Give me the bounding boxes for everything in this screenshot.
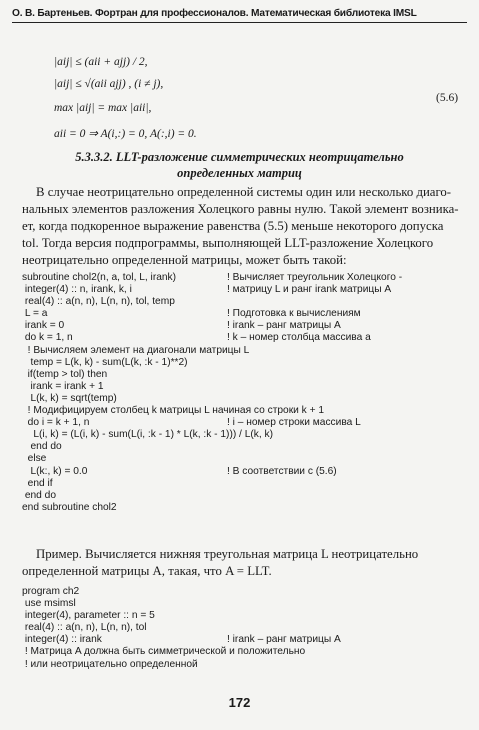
paragraph-line: ет, когда подкоренное выражение равенства (5.5) меньше некоторого допуска xyxy=(22,219,444,233)
code-comment: ! irank – ранг матрицы A xyxy=(227,320,341,332)
code-text: do k = 1, n xyxy=(22,332,73,344)
paragraph-line: нальных элементов разложения Холецкого равны нулю. Такой элемент возника- xyxy=(22,202,459,216)
code-line xyxy=(22,320,472,332)
code-listing-ch2 xyxy=(22,586,472,671)
paragraph-line: tol. Тогда версия подпрограммы, выполняющей LLT-разложение Холецкого xyxy=(22,236,434,250)
code-line xyxy=(22,622,472,634)
code-line xyxy=(22,381,472,393)
code-text: ! Вычисляем элемент на диагонали матрицы L xyxy=(22,344,250,356)
code-text: end do xyxy=(22,441,62,453)
code-text: end subroutine chol2 xyxy=(22,501,117,513)
code-line xyxy=(22,586,472,598)
code-text: integer(4) :: n, irank, k, i xyxy=(22,284,132,296)
code-text: program ch2 xyxy=(22,586,80,597)
code-text: subroutine chol2(n, a, tol, L, irank) xyxy=(22,272,177,283)
running-header: О. В. Бартеньев. Фортран для профессионалов. Математическая библиотека IMSL xyxy=(12,8,467,23)
code-text: irank = irank + 1 xyxy=(22,380,104,392)
code-line xyxy=(22,478,472,490)
code-text: real(4) :: a(n, n), L(n, n), tol, temp xyxy=(22,296,175,308)
code-text: L(k:, k) = 0.0 xyxy=(22,465,88,477)
code-line xyxy=(22,369,472,381)
formula-line-1: |aij| ≤ (aii + ajj) / 2, xyxy=(54,56,148,68)
code-line xyxy=(22,429,472,441)
code-listing-chol2 xyxy=(22,272,472,514)
code-text: irank = 0 xyxy=(22,320,65,332)
code-comment: ! В соответствии с (5.6) xyxy=(227,465,337,477)
code-comment: ! i – номер строки массива L xyxy=(227,417,361,429)
code-text: ! или неотрицательно определенной xyxy=(22,658,198,670)
code-text: L(k, k) = sqrt(temp) xyxy=(22,392,117,404)
code-line xyxy=(22,490,472,502)
code-text: end do xyxy=(22,489,56,501)
code-comment: ! матрицу L и ранг irank матрицы A xyxy=(227,284,392,296)
formula-line-4: aii = 0 ⇒ A(i,:) = 0, A(:,i) = 0. xyxy=(54,128,197,140)
code-text: do i = k + 1, n xyxy=(22,417,90,429)
code-text: else xyxy=(22,453,47,465)
paragraph-line: неотрицательно определенной матрицы, может быть такой: xyxy=(22,253,347,267)
code-comment: ! Подготовка к вычислениям xyxy=(227,308,361,320)
equation-number: (5.6) xyxy=(436,92,459,104)
code-line xyxy=(22,345,472,357)
code-line xyxy=(22,598,472,610)
code-text: integer(4) :: irank xyxy=(22,634,102,646)
code-line xyxy=(22,284,472,296)
formula-line-2: |aij| ≤ √(aii ajj) , (i ≠ j), xyxy=(54,78,164,90)
code-line xyxy=(22,296,472,308)
paragraph-line: В случае неотрицательно определенной системы один или несколько диаго- xyxy=(36,185,452,199)
code-text: use msimsl xyxy=(22,598,76,610)
code-line xyxy=(22,357,472,369)
code-text: real(4) :: a(n, n), L(n, n), tol xyxy=(22,622,147,634)
code-line xyxy=(22,272,472,284)
code-text: L = a xyxy=(22,308,48,320)
section-title-line-2: определенных матриц xyxy=(177,166,302,180)
code-text: ! Модифицируем столбец k матрицы L начиная со строки k + 1 xyxy=(22,405,325,417)
code-comment: ! irank – ранг матрицы A xyxy=(227,634,341,646)
code-line xyxy=(22,393,472,405)
code-text: L(i, k) = (L(i, k) - sum(L(i, :k - 1) * L(k, :k - 1))) / L(k, k) xyxy=(22,429,274,441)
paragraph-intro xyxy=(22,184,465,269)
code-text: integer(4), parameter :: n = 5 xyxy=(22,610,155,622)
paragraph-line: Пример. Вычисляется нижняя треугольная матрица L неотрицательно xyxy=(36,547,419,561)
paragraph-line: определенной матрицы A, такая, что A = LLT. xyxy=(22,564,272,578)
paragraph-example xyxy=(22,546,465,580)
code-line xyxy=(22,332,472,344)
code-line xyxy=(22,441,472,453)
code-text: end if xyxy=(22,477,53,489)
code-text: temp = L(k, k) - sum(L(k, :k - 1)**2) xyxy=(22,356,188,368)
code-comment: ! Вычисляет треугольник Холецкого - xyxy=(227,272,403,283)
page-number: 172 xyxy=(228,695,251,710)
code-line xyxy=(22,634,472,646)
code-text: if(temp > tol) then xyxy=(22,368,108,380)
code-line xyxy=(22,453,472,465)
formula-line-3: max |aij| = max |aii|, xyxy=(54,102,152,114)
code-comment: ! k – номер столбца массива a xyxy=(227,332,371,344)
code-line xyxy=(22,466,472,478)
code-line xyxy=(22,502,472,514)
code-line xyxy=(22,659,472,671)
code-line xyxy=(22,417,472,429)
code-text: ! Матрица A должна быть симметрической и положительно xyxy=(22,646,306,658)
section-title-line-1: 5.3.3.2. LLT-разложение симметрических неотрицательно xyxy=(75,150,404,164)
code-line xyxy=(22,405,472,417)
code-line xyxy=(22,646,472,658)
code-line xyxy=(22,308,472,320)
code-line xyxy=(22,610,472,622)
